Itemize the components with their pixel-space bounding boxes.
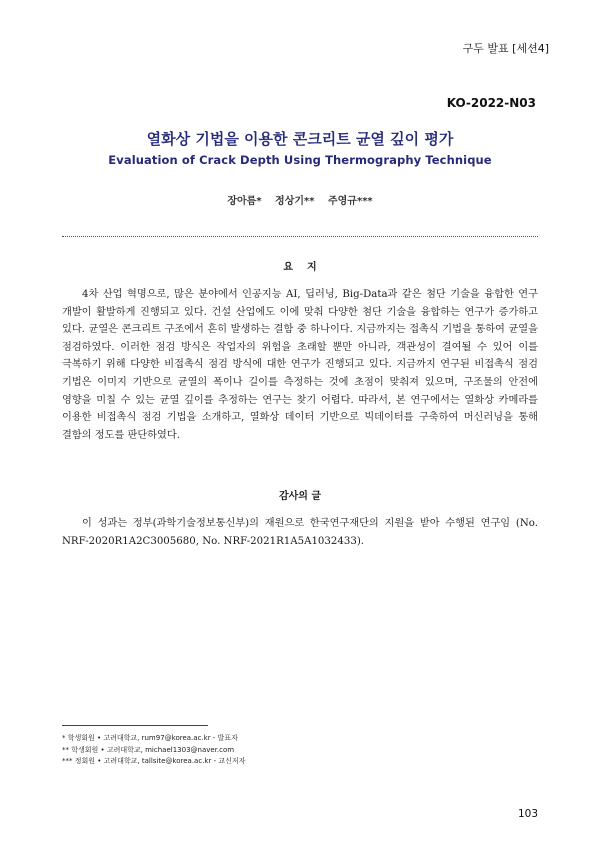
paper-code: KO-2022-N03: [446, 96, 536, 110]
footnote: ** 학생회원 • 고려대학교, michael1303@naver.com: [62, 745, 235, 754]
footnote-rule: [62, 725, 208, 726]
footnote: * 학생회원 • 고려대학교, rum97@korea.ac.kr - 발표자: [62, 734, 238, 742]
footnote: *** 정회원 • 고려대학교, tallsite@korea.ac.kr - 교신저자: [62, 757, 246, 765]
author: 주영규***: [327, 196, 373, 207]
author-list: [0, 192, 600, 207]
acknowledgement-heading: 감사의 글: [278, 491, 322, 502]
title-korean: 열화상 기법을 이용한 콘크리트 균열 깊이 평가: [146, 130, 454, 148]
footnotes: [62, 733, 245, 768]
page-number: 103: [517, 808, 538, 820]
abstract-heading: 요 지: [283, 262, 317, 273]
title-english: Evaluation of Crack Depth Using Thermography Technique: [108, 153, 492, 167]
session-label: 구두 발표 [세션4]: [462, 42, 549, 55]
author: 장아름*: [227, 196, 262, 207]
abstract-text: 4차 산업 혁명으로, 많은 분야에서 인공지능 AI, 딥러닝, Big-Data과 같은 첨단 기술을 융합한 연구 개발이 활발하게 진행되고 있다. 건설 산업에도 이에 맞춰 다양한 첨단 기술을 융합하는 연구가 증가하고 있다. 균열은 콘크리트 구조에서 흔히 발생하는 결함 중 하나이다. 지금까지는 접촉식 기법을 통하여 균열을 점검하였다. 이러한 점검 방식은 작업자의 위험을 초래할 뿐만 아니라, 객관성이 결여될 수 있어 이를 극복하기 위해 다양한 비접촉식 점검 방식에 대한 연구가 진행되고 있다. 지금까지 연구된 비접촉식 점검 기법은 이미지 기반으로 균열의 폭이나 길이를 측정하는 것에 초점이 맞춰져 있으며, 구조물의 안전에 영향을 미칠 수 있는 균열 깊이를 추정하는 연구는 찾기 어렵다. 따라서, 본 연구에서는 열화상 카메라를 이용한 비접촉식 점검 기법을 소개하고, 열화상 데이터 기반으로 빅데이터를 구축하여 머신러닝을 통해 결함의 정도를 판단하였다.: [62, 289, 538, 441]
author: 정상기**: [275, 196, 315, 207]
dotted-separator: [62, 236, 538, 237]
acknowledgement-text: 이 성과는 정부(과학기술정보통신부)의 재원으로 한국연구재단의 지원을 받아 수행된 연구임 (No. NRF-2020R1A2C3005680, No. NRF-2021R1A5A1032433).: [62, 518, 538, 547]
